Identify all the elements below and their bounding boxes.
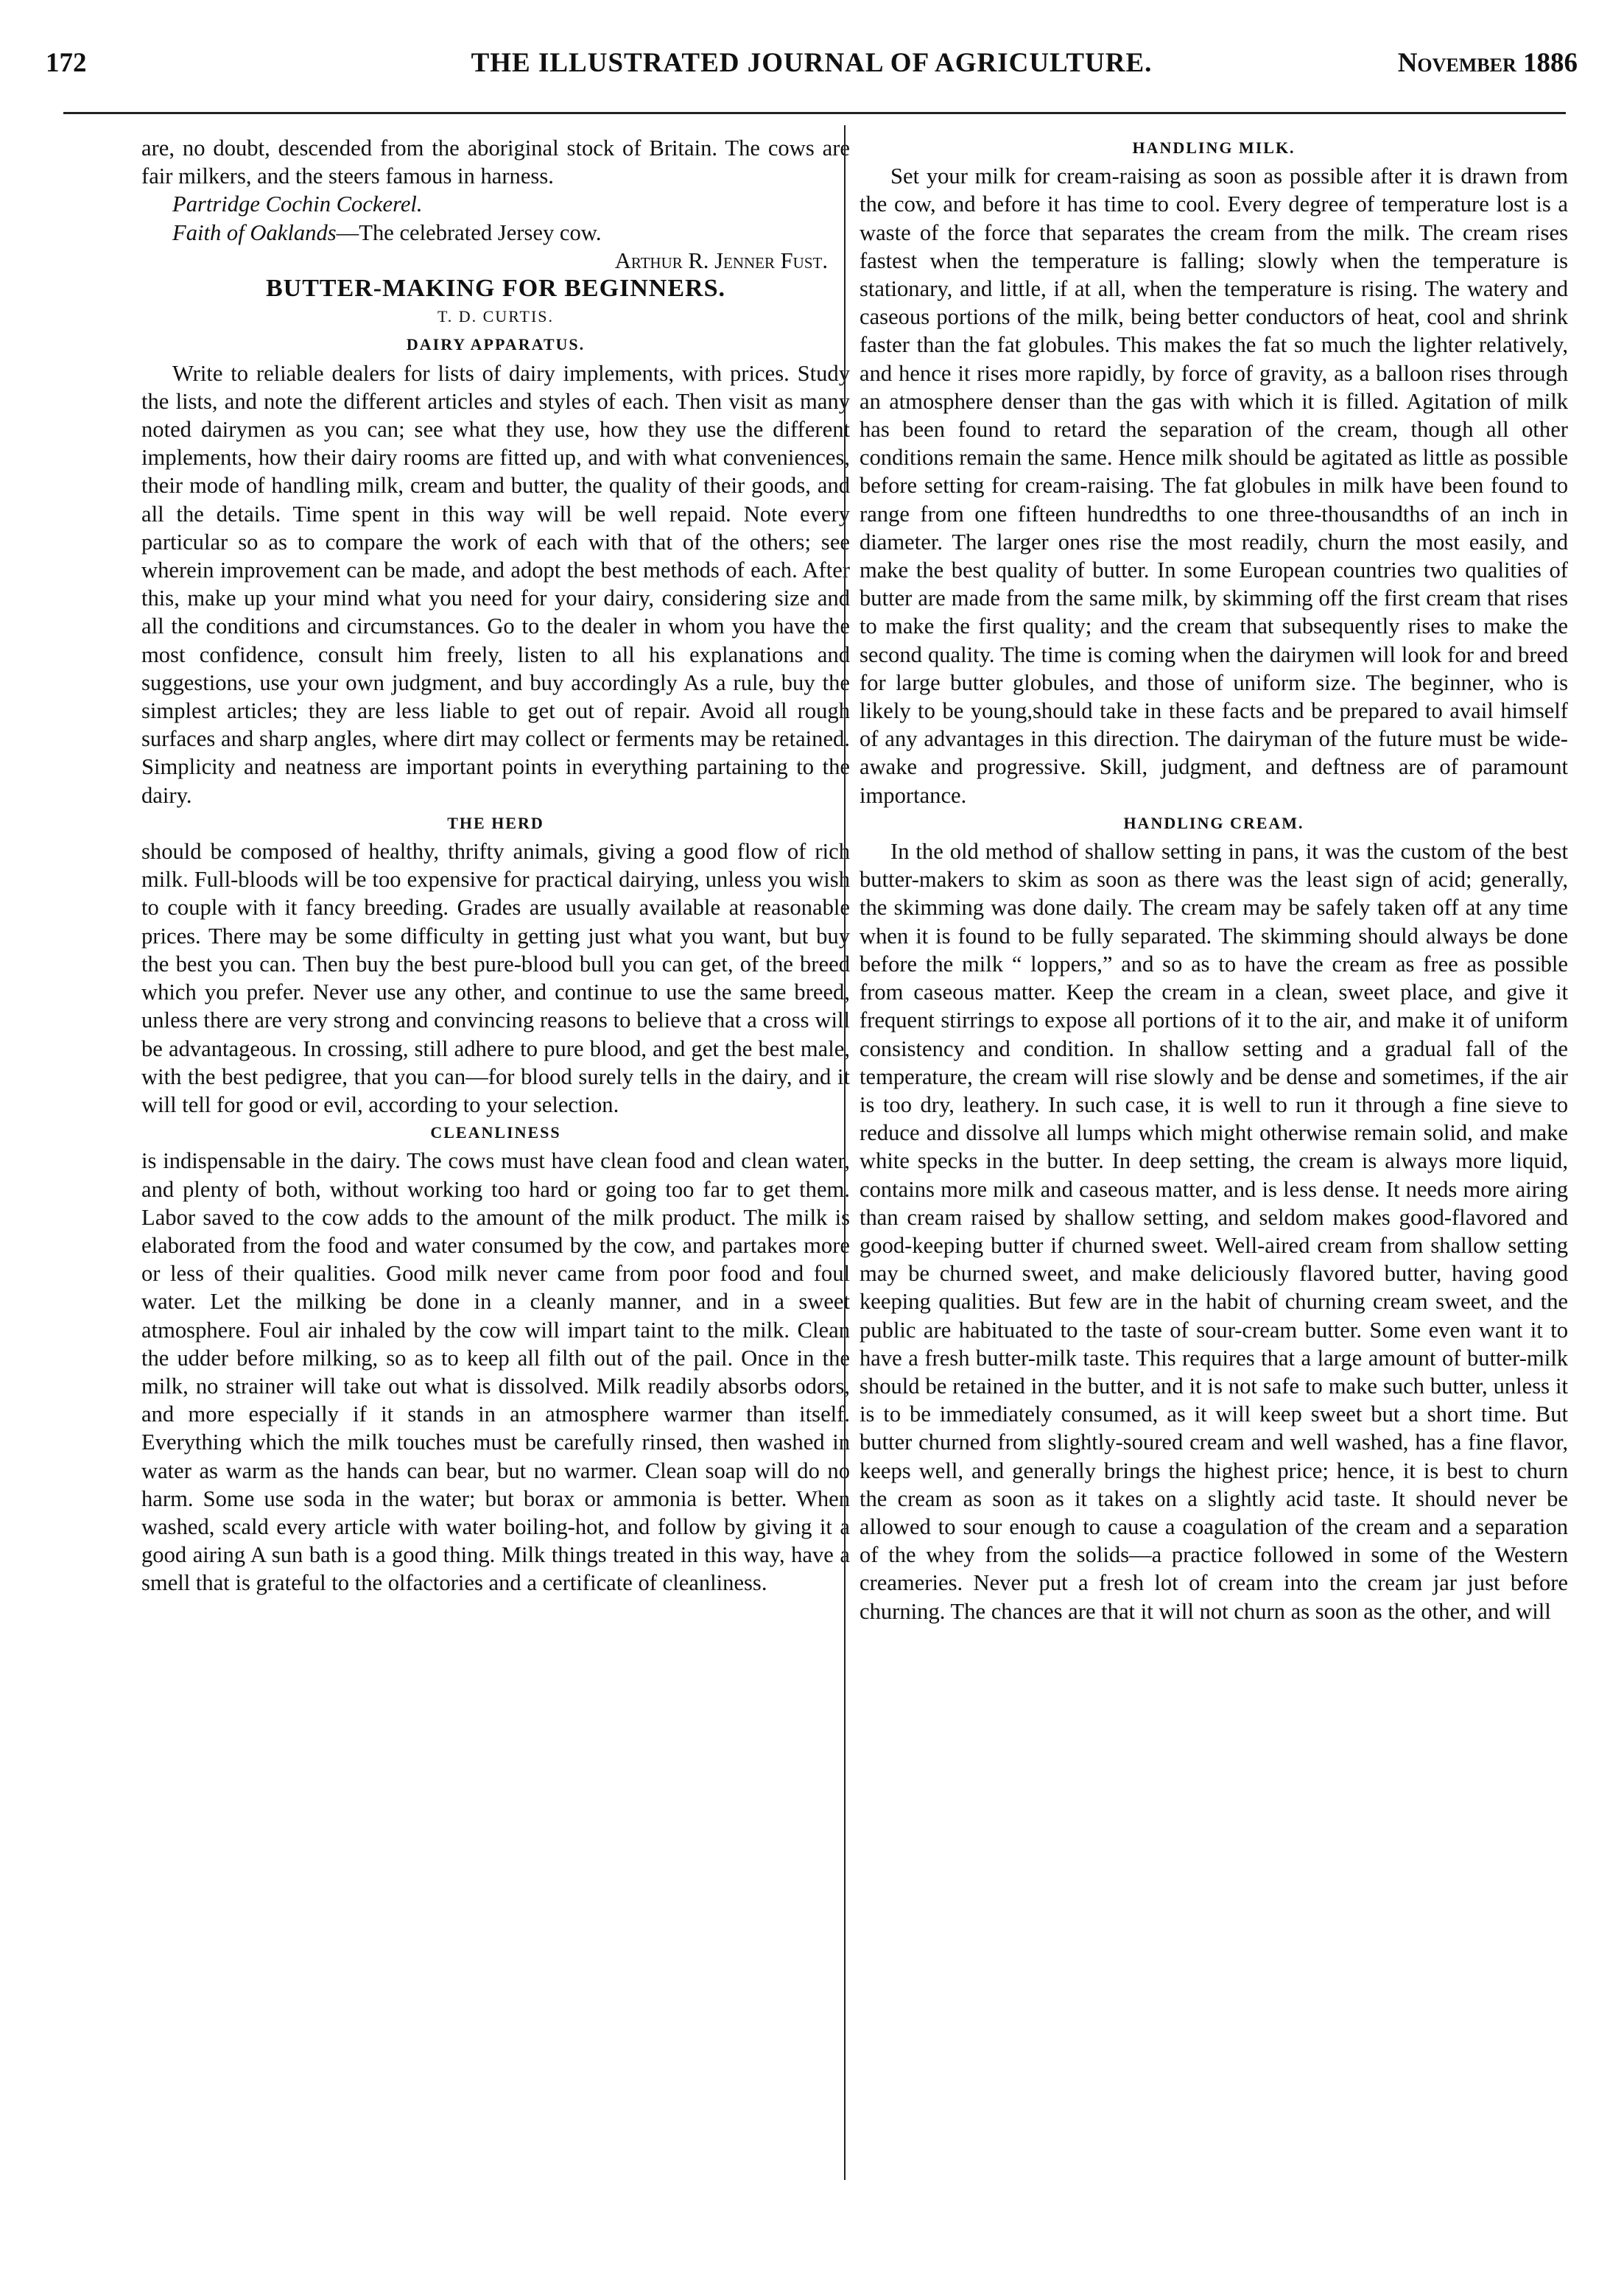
handling-milk-paragraph: Set your milk for cream-raising as soon as possible after it is drawn from the cow, and before it has time to cool. Every degree of temperature lost is a waste of the force that separates the cream from the milk. The cream rises fastest when the temperature is falling; slowly when the temperature is stationary, and little, if at all, when the temperature is rising. The watery and caseous portions of the milk, being better conductors of heat, cool and shrink faster than the fat globules. This makes the fat so much the lighter relatively, and hence it rises more rapidly, by force of gravity, as a balloon rises through an atmosphere denser than the gas with which it is filled. Agitation of milk has been found to retard the separation of the cream, though all other conditions remain the same. Hence milk should be agitated as little as possible before setting for cream-raising. The fat globules in milk have been found to range from one fifteen hundredths to one three-thousandths of an inch in diameter. The larger ones rise the most readily, churn the most easily, and make the best quality of butter. In some European countries two qualities of butter are made from the same milk, by skimming off the first cream that rises to make the first quality; and the cream that subsequently rises to make the second quality. The time is coming when the dairymen will look for and breed for large butter globules, and those of uniform size. The beginner, who is likely to be young,should take in these facts and be prepared to avail himself of any advantages in this direction. The dairyman of the future must be wide-awake and progressive. Skill, judgment, and deftness are of paramount importance. [860,163,1568,808]
left-column [141,134,850,1597]
right-column [860,134,1568,1625]
page-number: 172 [46,48,87,78]
issue-date: November 1886 [1397,48,1578,78]
cleanliness-paragraph: is indispensable in the dairy. The cows must have clean food and clean water, and plenty of both, without working too hard or going too far to get them. Labor saved to the cow adds to the amount of the milk product. The milk is elaborated from the food and water consumed by the cow, and partakes more or less of their qualities. Good milk never came from poor food and foul water. Let the milking be done in a cleanly manner, and in a sweet atmosphere. Foul air inhaled by the cow will impart taint to the milk. Clean the udder before milking, so as to keep all filth out of the pail. Once in the milk, no strainer will take out what is dissolved. Milk readily absorbs odors, and more especially if it stands in an atmosphere warmer than itself. Everything which the milk touches must be carefully rinsed, then washed in water as warm as the hands can bear, but no warmer. Clean soap will do no harm. Some use soda in the water; but borax or ammonia is better. When washed, scald every article with water boiling-hot, and follow by giving it a good airing A sun bath is a good thing. Milk things treated in this way, have a smell that is grateful to the olfactories and a certificate of cleanliness. [141,1148,850,1596]
intro-paragraph: are, no doubt, descended from the aboriginal stock of Britain. The cows are fair milkers, and the steers famous in harness. [141,136,850,189]
handling-cream-paragraph: In the old method of shallow setting in pans, it was the custom of the best butter-makers to skim as soon as there was the least sign of acid; generally, the skimming was done daily. The cream may be safely taken off at any time when it is found to be fully separated. The skimming should always be done before the milk “ loppers,” and so as to have the cream as free as possible from caseous matter. Keep the cream in a clean, sweet place, and give it frequent stirrings to expose all portions of it to the air, and make it of uniform consistency and condition. In shallow setting and a gradual fall of the temperature, the cream will rise slowly and be dense and sometimes, if the air is too dry, leathery. In such case, it is well to run it through a fine sieve to reduce and dissolve all lumps which might otherwise remain solid, and make white specks in the butter. In deep setting, the cream is always more liquid, contains more milk and caseous matter, and is less dense. It needs more airing than cream raised by shallow setting, and seldom makes good-flavored and good-keeping butter if churned sweet. Well-aired cream from shallow setting may be churned sweet, and make deliciously flavored butter, having good keeping qualities. But few are in the habit of churning cream sweet, and the public are habituated to the taste of sour-cream butter. Some even want it to have a fresh butter-milk taste. This requires that a large amount of butter-milk should be retained in the butter, and it is not safe to make such butter, unless it is to be immediately consumed, as it will keep sweet but a short time. But butter churned from slightly-soured cream and well washed, has a fine flavor, keeps well, and generally brings the highest price; hence, it is best to churn the cream as soon as it takes on a slightly acid taste. It should never be allowed to sour enough to cause a coagulation of the cream and a separation of the whey from the solids—a practice followed in some of the Western creameries. Never put a fresh lot of cream into the cream jar just before churning. The chances are that it will not churn as soon as the other, and will [860,839,1568,1624]
author-signature: Arthur R. Jenner Fust. [614,247,828,273]
header-rule [63,112,1566,114]
caption-jersey-name: Faith of Oaklands [172,219,337,245]
section-heading-handling-cream: HANDLING CREAM. [1123,813,1304,832]
column-divider [844,125,846,2180]
herd-paragraph: should be composed of healthy, thrifty animals, giving a good flow of rich milk. Full-bloods will be too expensive for practical dairying, unless you wish to couple with it fancy breeding. Grades are usually available at reasonable prices. There may be some difficulty in getting just what you want, but buy the best you can. Then buy the best pure-blood bull you can get, of the breed which you prefer. Never use any other, and continue to use the same breed, unless there are very strong and convincing reasons to believe that a cross will be advantageous. In crossing, still adhere to pure blood, and get the best male, with the best pedigree, that you can—for blood surely tells in the dairy, and it will tell for good or evil, according to your selection. [141,839,850,1117]
caption-jersey-text: —The celebrated Jersey cow. [336,219,602,245]
section-heading-handling-milk: HANDLING MILK. [1132,138,1296,157]
article-title: BUTTER-MAKING FOR BEGINNERS. [265,275,725,303]
section-heading-dairy-apparatus: DAIRY APPARATUS. [406,335,586,354]
journal-title: THE ILLUSTRATED JOURNAL OF AGRICULTURE. [471,48,1153,78]
section-heading-cleanliness: CLEANLINESS [430,1123,561,1142]
section-heading-herd: THE HERD [447,813,544,832]
dairy-apparatus-paragraph: Write to reliable dealers for lists of dairy implements, with prices. Study the lists, and note the different articles and styles of each. Then visit as many noted dairymen as you can; see what they use, how they use the different implements, how their dairy rooms are fitted up, and with what conveniences, their mode of handling milk, cream and butter, the quality of their goods, and all the details. Time spent in this way will be well repaid. Note every particular so as to compare the work of each with that of the others; see wherein improvement can be made, and adopt the best methods of each. After this, make up your mind what you need for your dairy, considering size and all the conditions and circumstances. Go to the dealer in whom you have the most confidence, consult him freely, listen to all his explanations and suggestions, use your own judgment, and buy accordingly As a rule, buy the simplest articles; they are less liable to get out of repair. Avoid all rough surfaces and sharp angles, where dirt may collect or ferments may be retained. Simplicity and neatness are important points in everything partaining to the dairy. [141,360,850,808]
article-author: T. D. CURTIS. [437,307,555,326]
caption-cockerel: Partridge Cochin Cockerel. [172,191,423,217]
caption-jersey-cow [141,219,850,247]
page-header [46,47,1578,91]
